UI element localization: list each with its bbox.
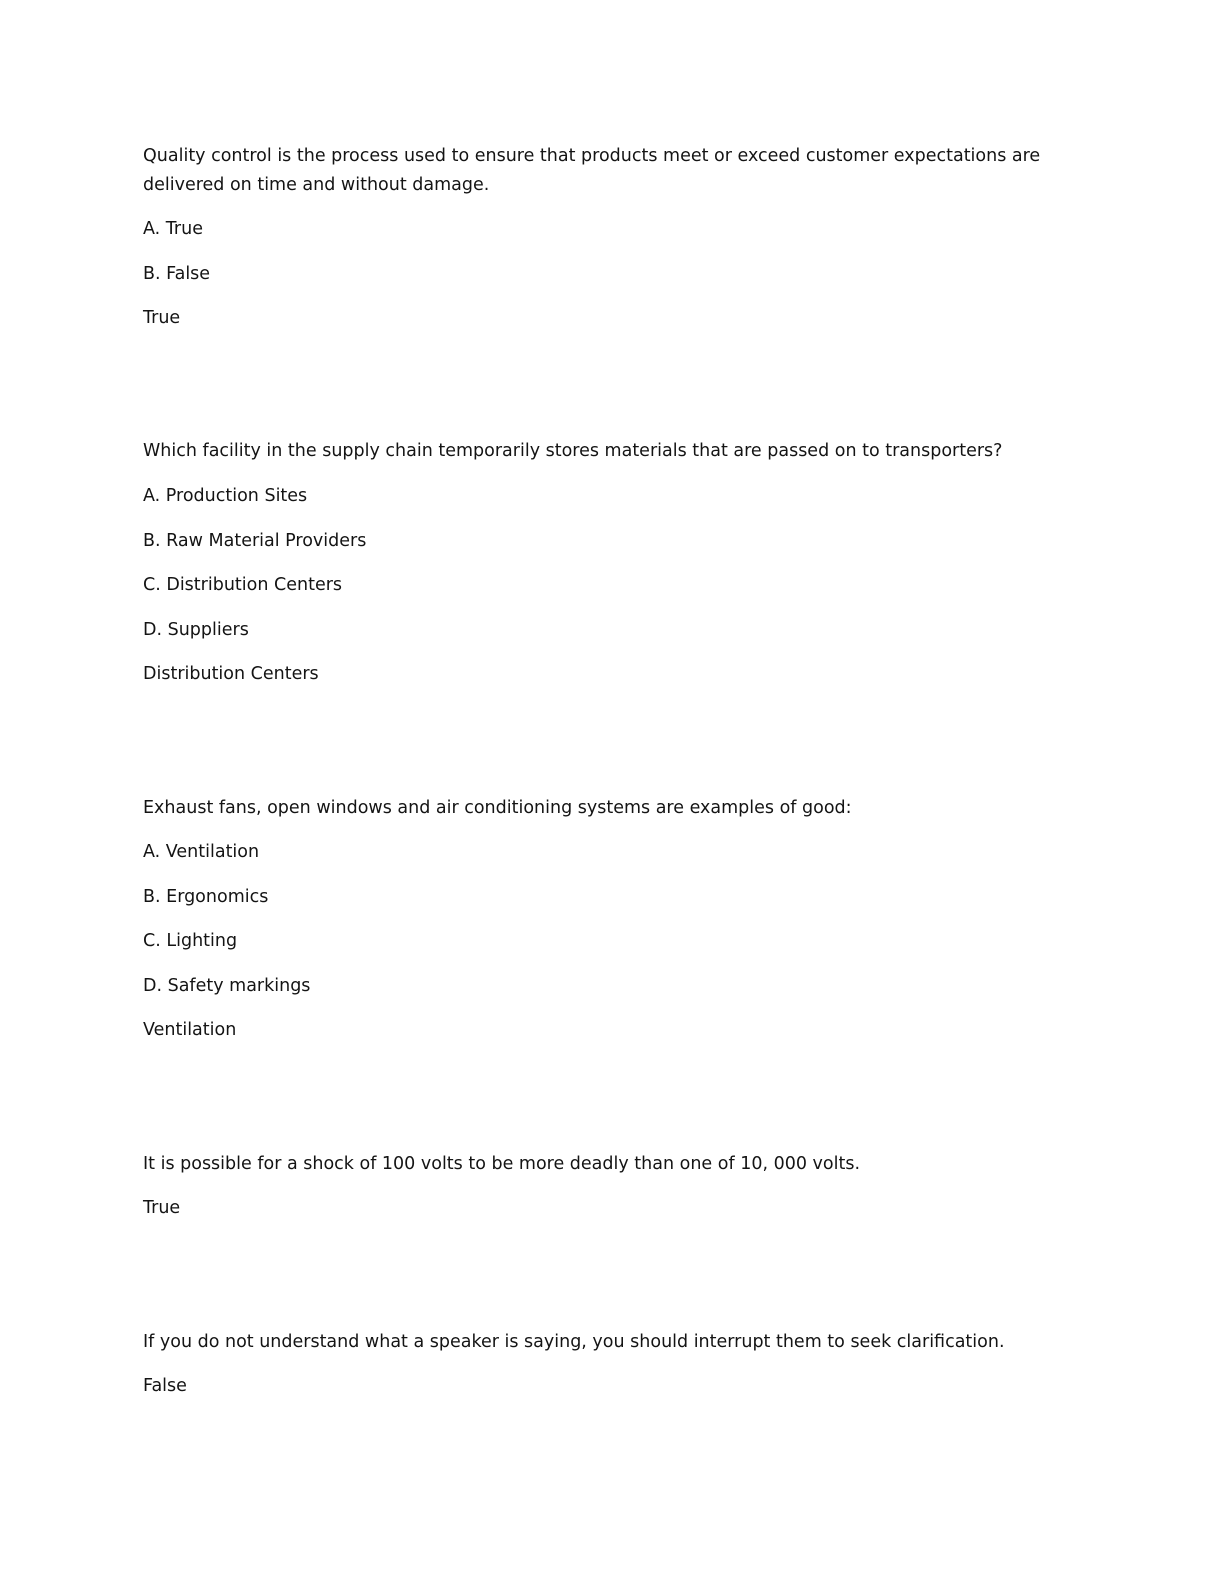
answer-option: A. True	[143, 219, 203, 239]
question-text: It is possible for a shock of 100 volts to be more deadly than one of 10, 000 volts.	[143, 1154, 861, 1174]
answer-option: D. Suppliers	[143, 620, 249, 640]
answer-option: D. Safety markings	[143, 976, 311, 996]
question-text: If you do not understand what a speaker is saying, you should interrupt them to seek clarification.	[143, 1332, 1005, 1352]
answer-option: C. Distribution Centers	[143, 575, 343, 595]
answer-text: True	[143, 1198, 181, 1218]
question-text: Exhaust fans, open windows and air conditioning systems are examples of good:	[143, 798, 852, 818]
answer-option: B. False	[143, 264, 211, 284]
answer-option: C. Lighting	[143, 931, 238, 951]
answer-option: B. Raw Material Providers	[143, 531, 367, 551]
answer-text: False	[143, 1376, 187, 1396]
answer-text: Ventilation	[143, 1020, 237, 1040]
answer-text: True	[143, 308, 181, 328]
answer-option: B. Ergonomics	[143, 887, 269, 907]
question-text: Quality control is the process used to ensure that products meet or exceed customer expectations are	[143, 146, 1041, 166]
answer-text: Distribution Centers	[143, 664, 319, 684]
question-text: delivered on time and without damage.	[143, 175, 490, 195]
question-text: Which facility in the supply chain temporarily stores materials that are passed on to transporters?	[143, 441, 1003, 461]
answer-option: A. Production Sites	[143, 486, 308, 506]
answer-option: A. Ventilation	[143, 842, 260, 862]
